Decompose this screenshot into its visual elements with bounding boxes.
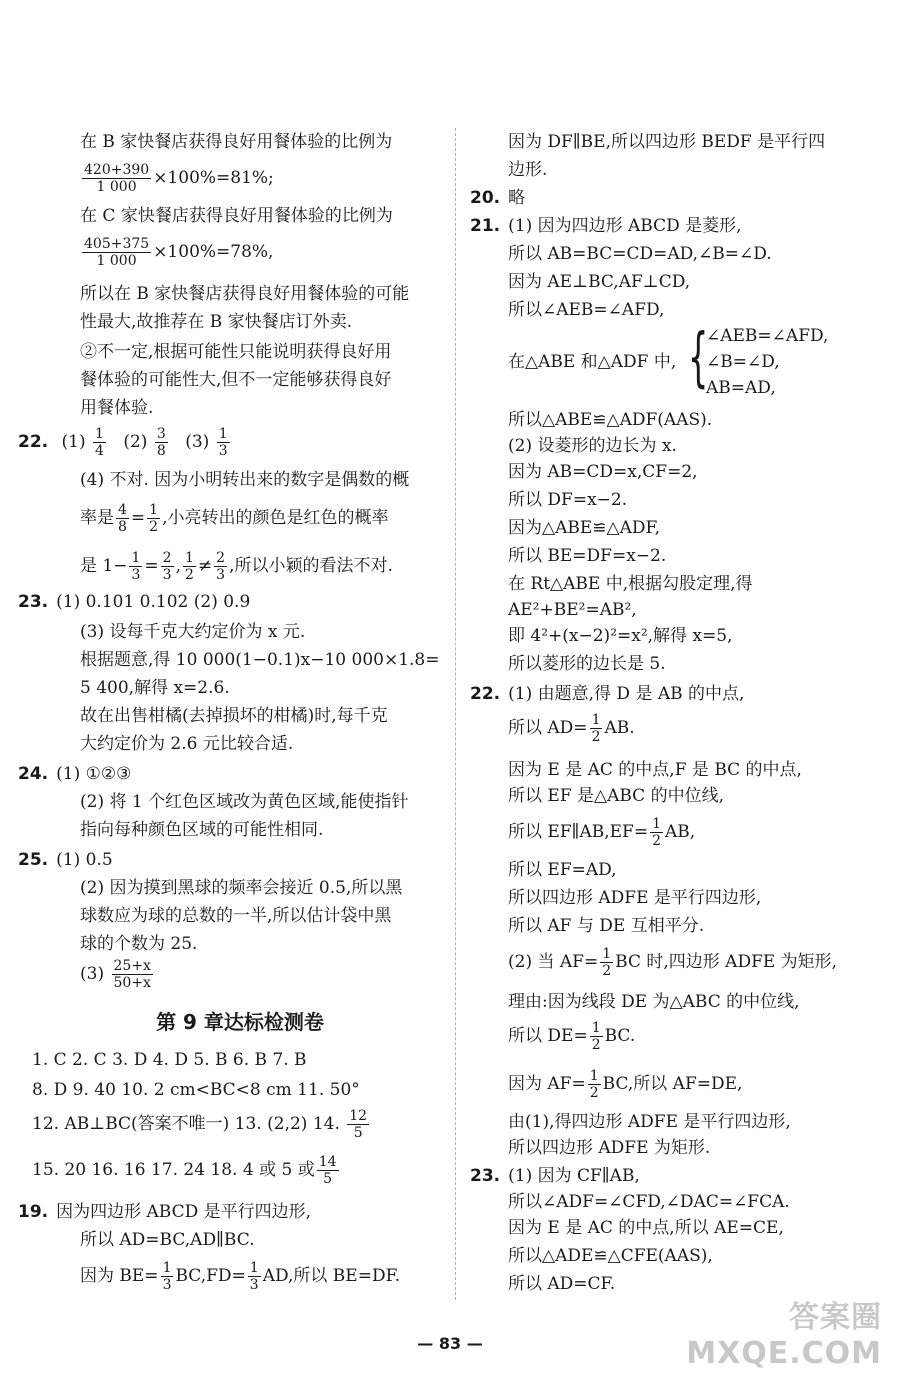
formula-line: 是 1− $\frac{1}{3}$ = $\frac{2}{3}$ , $\frac{1}{2}$ ≠ $\frac{2}{3}$ ,所以小颖的看法不对.: [80, 550, 393, 583]
fraction: $\frac{1}{3}$: [162, 1260, 172, 1293]
fraction: $\frac{1}{3}$: [218, 426, 228, 459]
text-line: 所以 EF=AD,: [508, 860, 617, 880]
system-line: ∠AEB=∠AFD,: [706, 326, 829, 346]
question-21: 21. (1) 因为四边形 ABCD 是菱形,: [470, 216, 742, 236]
fraction: $\frac{2}{3}$: [216, 550, 226, 583]
text-line: (3) 设每千克大约定价为 x 元.: [80, 622, 306, 642]
text-line: 因为 AE⊥BC,AF⊥CD,: [508, 272, 691, 292]
text-line: 餐体验的可能性大,但不一定能够获得良好: [80, 370, 392, 390]
text-line: 在 B 家快餐店获得良好用餐体验的比例为: [80, 132, 393, 152]
text-line: AE²+BE²=AB²,: [508, 600, 637, 620]
system-line: ∠B=∠D,: [706, 352, 780, 372]
brace-icon: {: [688, 321, 709, 395]
question-20: 20. 略: [470, 188, 526, 208]
question-23: 23. (1) 因为 CF∥AB,: [470, 1166, 640, 1186]
text-line: (2) 将 1 个红色区域改为黄色区域,能使指针: [80, 792, 409, 812]
fraction: $\frac{1}{3}$: [249, 1260, 259, 1293]
question-25: 25. (1) 0.5: [18, 850, 113, 870]
formula-line: 所以 AD= $\frac{1}{2}$ AB.: [508, 712, 635, 745]
watermark-logo: 答案圈 MXQE.COM: [686, 1300, 882, 1371]
text-line: 所以菱形的边长是 5.: [508, 654, 666, 674]
text-line: 即 4²+(x−2)²=x²,解得 x=5,: [508, 626, 733, 646]
text-line: (2) 因为摸到黑球的频率会接近 0.5,所以黑: [80, 878, 403, 898]
fraction: $\frac{4}{8}$: [118, 502, 127, 535]
question-19: 19. 因为四边形 ABCD 是平行四边形,: [18, 1202, 312, 1222]
fraction: $\frac{25+x}{50+x}$: [113, 958, 151, 991]
text-line: 因为 E 是 AC 的中点,所以 AE=CE,: [508, 1218, 784, 1238]
text-line: 根据题意,得 10 000(1−0.1)x−10 000×1.8=: [80, 650, 440, 670]
column-divider: [455, 128, 456, 1300]
answer-row: 1. C 2. C 3. D 4. D 5. B 6. B 7. B: [32, 1050, 307, 1070]
text-line: 因为 DF∥BE,所以四边形 BEDF 是平行四: [508, 132, 826, 152]
section-heading: 第 9 章达标检测卷: [156, 1010, 324, 1034]
text-line: 所以△ADE≌△CFE(AAS),: [508, 1246, 713, 1266]
text-line: 球的个数为 25.: [80, 934, 198, 954]
fraction: $\frac{405+375}{1 000}$: [84, 236, 150, 269]
text-line: 所以 AD=BC,AD∥BC.: [80, 1230, 255, 1250]
formula-line: (3) $\frac{25+x}{50+x}$: [80, 958, 151, 991]
formula-line: 率是 $\frac{4}{8}$ = $\frac{1}{2}$ ,小亮转出的颜色是红色的概率: [80, 502, 389, 535]
text-line: ②不一定,根据可能性只能说明获得良好用: [80, 342, 392, 362]
formula-line: $\frac{420+390}{1 000}$ ×100%=81%;: [84, 162, 274, 195]
fraction: $\frac{1}{2}$: [149, 502, 159, 535]
text-line: 所以∠AEB=∠AFD,: [508, 300, 665, 320]
text-line: 因为 AB=CD=x,CF=2,: [508, 462, 698, 482]
question-23: 23. (1) 0.101 0.102 (2) 0.9: [18, 592, 251, 612]
fraction: $\frac{14}{5}$: [318, 1154, 337, 1187]
text-line: 所以四边形 ADFE 为矩形.: [508, 1138, 711, 1158]
text-line: 指向每种颜色区域的可能性相同.: [80, 820, 324, 840]
text-line: 因为 E 是 AC 的中点,F 是 BC 的中点,: [508, 760, 802, 780]
text-line: 5 400,解得 x=2.6.: [80, 678, 230, 698]
text-line: 故在出售柑橘(去掉损坏的柑橘)时,每千克: [80, 706, 388, 726]
fraction: $\frac{420+390}{1 000}$: [84, 162, 150, 195]
text-line: 用餐体验.: [80, 398, 154, 418]
text-line: 所以 AB=BC=CD=AD,∠B=∠D.: [508, 244, 772, 264]
fraction: $\frac{3}{8}$: [156, 426, 166, 459]
fraction: $\frac{1}{2}$: [591, 712, 601, 745]
page-number: — 83 —: [417, 1334, 483, 1353]
text-line: 球数应为球的总数的一半,所以估计袋中黑: [80, 906, 392, 926]
text-line: 所以在 B 家快餐店获得良好用餐体验的可能: [80, 284, 410, 304]
question-22: 22. (1) 由题意,得 D 是 AB 的中点,: [470, 684, 745, 704]
fraction: $\frac{1}{3}$: [131, 550, 141, 583]
text-line: 所以∠ADF=∠CFD,∠DAC=∠FCA.: [508, 1192, 790, 1212]
fraction: $\frac{2}{3}$: [162, 550, 172, 583]
text-line: 因为△ABE≌△ADF,: [508, 518, 661, 538]
fraction: $\frac{1}{2}$: [184, 550, 194, 583]
fraction: $\frac{12}{5}$: [349, 1108, 368, 1141]
answer-row: 12. AB⊥BC(答案不唯一) 13. (2,2) 14. $\frac{12}{5}$: [32, 1108, 368, 1141]
text-line: (4) 不对. 因为小明转出来的数字是偶数的概: [80, 470, 410, 490]
text-line: 理由:因为线段 DE 为△ABC 的中位线,: [508, 992, 800, 1012]
text-line: 在 Rt△ABE 中,根据勾股定理,得: [508, 574, 753, 594]
answer-row: 8. D 9. 40 10. 2 cm<BC<8 cm 11. 50°: [32, 1080, 360, 1100]
text-line: (2) 设菱形的边长为 x.: [508, 436, 677, 456]
formula-line: (2) 当 AF= $\frac{1}{2}$ BC 时,四边形 ADFE 为矩形,: [508, 946, 838, 979]
text-line: 在△ABE 和△ADF 中,: [508, 352, 677, 372]
fraction: $\frac{1}{2}$: [591, 1020, 601, 1053]
system-line: AB=AD,: [706, 378, 776, 398]
text-line: 所以 AD=CF.: [508, 1274, 616, 1294]
text-line: 所以 BE=DF=x−2.: [508, 546, 667, 566]
answer-row: 15. 20 16. 16 17. 24 18. 4 或 5 或 $\frac{14}{5}$: [32, 1154, 337, 1187]
text-line: 所以 DF=x−2.: [508, 490, 628, 510]
text-line: 所以 EF 是△ABC 的中位线,: [508, 786, 724, 806]
fraction: $\frac{1}{4}$: [95, 426, 104, 459]
question-24: 24. (1) ①②③: [18, 764, 132, 784]
fraction: $\frac{1}{2}$: [652, 816, 662, 849]
formula-line: 因为 BE= $\frac{1}{3}$ BC,FD= $\frac{1}{3}$ AD,所以 BE=DF.: [80, 1260, 401, 1293]
formula-line: 因为 AF= $\frac{1}{2}$ BC,所以 AF=DE,: [508, 1068, 743, 1101]
text-line: 所以△ABE≌△ADF(AAS).: [508, 410, 713, 430]
fraction: $\frac{1}{2}$: [589, 1068, 599, 1101]
formula-line: 所以 EF∥AB,EF= $\frac{1}{2}$ AB,: [508, 816, 696, 849]
text-line: 性最大,故推荐在 B 家快餐店订外卖.: [80, 312, 353, 332]
fraction: $\frac{1}{2}$: [602, 946, 612, 979]
text-line: 大约定价为 2.6 元比较合适.: [80, 734, 294, 754]
text-line: 边形.: [508, 160, 548, 180]
text-line: 所以四边形 ADFE 是平行四边形,: [508, 888, 762, 908]
text-line: 所以 AF 与 DE 互相平分.: [508, 916, 705, 936]
question-22: 22. (1) $\frac{1}{4}$ (2) $\frac{3}{8}$ (3) $\frac{1}{3}$: [18, 426, 228, 459]
formula-line: 所以 DE= $\frac{1}{2}$ BC.: [508, 1020, 636, 1053]
text-line: 在 C 家快餐店获得良好用餐体验的比例为: [80, 206, 393, 226]
text-line: 由(1),得四边形 ADFE 是平行四边形,: [508, 1112, 791, 1132]
formula-line: $\frac{405+375}{1 000}$ ×100%=78%,: [84, 236, 274, 269]
